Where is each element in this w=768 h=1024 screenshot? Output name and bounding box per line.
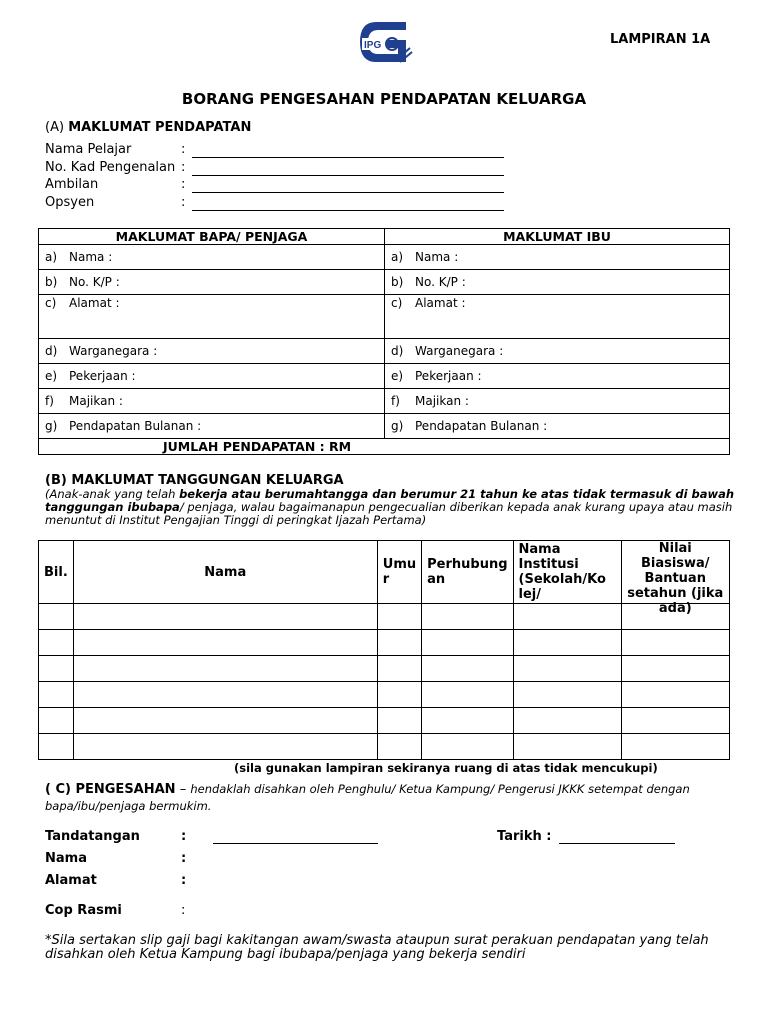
dependents-table	[38, 540, 730, 760]
field-line[interactable]	[192, 175, 504, 176]
col-bil: Bil.	[39, 541, 74, 604]
cop-rasmi-colon: :	[181, 903, 186, 918]
col-nilai-biasiswa: Nilai Biasiswa/ Bantuan setahun (jika ada)	[621, 541, 729, 604]
nama-label: Nama	[45, 851, 87, 866]
tarikh-line[interactable]	[559, 843, 675, 844]
total-row	[39, 439, 730, 455]
section-c-desc: bapa/ibu/penjaga bermukim.	[45, 799, 212, 813]
father-alamat[interactable]: c) Alamat :	[39, 295, 385, 339]
table-row	[39, 245, 730, 270]
field-label: Ambilan	[45, 177, 99, 192]
father-warganegara[interactable]: d) Warganegara :	[39, 339, 385, 364]
mother-pendapatan[interactable]: g) Pendapatan Bulanan :	[385, 414, 730, 439]
table-row[interactable]	[39, 682, 730, 708]
jumlah-pendapatan[interactable]: JUMLAH PENDAPATAN : RM	[39, 439, 730, 455]
alamat-colon: :	[181, 873, 187, 888]
section-a-heading	[45, 120, 251, 135]
col-nama-institusi: Nama Institusi (Sekolah/Ko lej/	[513, 541, 621, 604]
field-colon: :	[181, 142, 186, 157]
tandatangan-label: Tandatangan	[45, 829, 140, 844]
table-row[interactable]	[39, 708, 730, 734]
section-b-note: (Anak-anak yang telah bekerja atau berumahtangga dan berumur 21 tahun ke atas tidak termasuk di bawah tanggungan ibubapa/ penjaga, walau bagaimanapun pengecualian diberikan kepada anak kurang upaya atau masih menuntut di Institut Pengajian Tinggi di peringkat Ijazah Pertama)	[45, 487, 735, 527]
mother-alamat[interactable]: c) Alamat :	[385, 295, 730, 339]
tandatangan-line[interactable]	[213, 843, 378, 844]
table-row	[39, 270, 730, 295]
section-b-heading: (B) MAKLUMAT TANGGUNGAN KELUARGA	[45, 473, 344, 488]
cop-rasmi-label: Cop Rasmi	[45, 903, 122, 918]
father-majikan[interactable]: f) Majikan :	[39, 389, 385, 414]
section-a-prefix: (A)	[45, 120, 65, 135]
father-pendapatan[interactable]: g) Pendapatan Bulanan :	[39, 414, 385, 439]
ipg-logo	[356, 18, 412, 66]
field-line[interactable]	[192, 157, 504, 158]
footnote: *Sila sertakan slip gaji bagi kakitangan awam/swasta ataupun surat perakuan pendapatan yang telah disahkan oleh Ketua Kampung bagi ibubapa/penjaga yang bekerja sendiri	[45, 933, 709, 962]
father-nokp[interactable]: b) No. K/P :	[39, 270, 385, 295]
nama-colon: :	[181, 851, 187, 866]
mother-header: MAKLUMAT IBU	[385, 229, 730, 245]
parents-table	[38, 228, 730, 455]
parents-table-header	[39, 229, 730, 245]
table-row[interactable]	[39, 630, 730, 656]
field-line[interactable]	[192, 210, 504, 211]
col-nama: Nama	[73, 541, 377, 604]
mother-nama[interactable]: a) Nama :	[385, 245, 730, 270]
table-footnote: (sila gunakan lampiran sekiranya ruang di atas tidak mencukupi)	[234, 761, 658, 775]
father-header: MAKLUMAT BAPA/ PENJAGA	[39, 229, 385, 245]
table-row	[39, 389, 730, 414]
table-row[interactable]	[39, 656, 730, 682]
section-c-heading: ( C) PENGESAHAN – hendaklah disahkan oleh Penghulu/ Ketua Kampung/ Pengerusi JKKK setempat dengan	[45, 782, 690, 797]
father-nama[interactable]: a) Nama :	[39, 245, 385, 270]
father-pekerjaan[interactable]: e) Pekerjaan :	[39, 364, 385, 389]
field-colon: :	[181, 177, 186, 192]
form-title: BORANG PENGESAHAN PENDAPATAN KELUARGA	[181, 90, 587, 108]
col-umur: Umu r	[377, 541, 421, 604]
table-row[interactable]	[39, 604, 730, 630]
mother-warganegara[interactable]: d) Warganegara :	[385, 339, 730, 364]
table-row	[39, 364, 730, 389]
field-line[interactable]	[192, 192, 504, 193]
section-a-label: MAKLUMAT PENDAPATAN	[68, 120, 252, 135]
lampiran-label: LAMPIRAN 1A	[610, 32, 711, 47]
field-label: No. Kad Pengenalan	[45, 160, 176, 175]
table-row	[39, 414, 730, 439]
mother-pekerjaan[interactable]: e) Pekerjaan :	[385, 364, 730, 389]
field-label: Opsyen	[45, 195, 95, 210]
table-row	[39, 295, 730, 339]
table-row[interactable]	[39, 734, 730, 760]
mother-majikan[interactable]: f) Majikan :	[385, 389, 730, 414]
tandatangan-colon: :	[181, 829, 187, 844]
alamat-label: Alamat	[45, 873, 97, 888]
field-label: Nama Pelajar	[45, 142, 132, 157]
dependents-table-header	[39, 541, 730, 604]
mother-nokp[interactable]: b) No. K/P :	[385, 270, 730, 295]
svg-text:IPG: IPG	[364, 40, 382, 51]
col-perhubungan: Perhubung an	[422, 541, 513, 604]
tarikh-label: Tarikh :	[497, 829, 552, 844]
field-colon: :	[181, 160, 186, 175]
field-colon: :	[181, 195, 186, 210]
table-row	[39, 339, 730, 364]
